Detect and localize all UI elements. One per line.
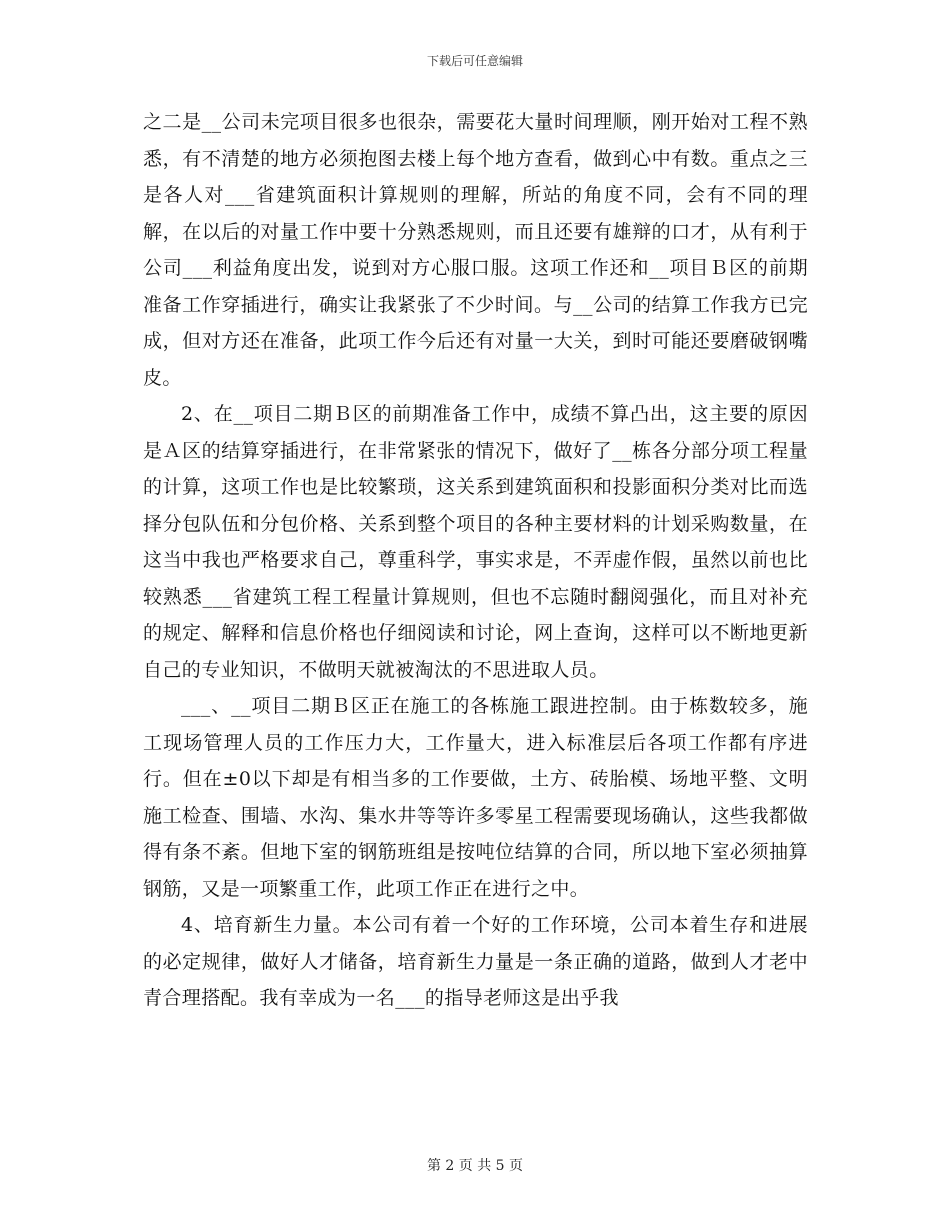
paragraph-continuation: 之二是__公司未完项目很多也很杂，需要花大量时间理顺，刚开始对工程不熟悉，有不清楚的地方必须抱图去楼上每个地方查看，做到心中有数。重点之三是各人对___省建筑面积计算规则的理解，所站的角度不同，会有不同的理解，在以后的对量工作中要十分熟悉规则，而且还要有雄辩的口才，从有利于公司___利益角度出发，说到对方心服口服。这项工作还和__项目Ｂ区的前期准备工作穿插进行，确实让我紧张了不少时间。与__公司的结算工作我方已完成，但对方还在准备，此项工作今后还有对量一大关，到时可能还要磨破钢嘴皮。 bbox=[143, 111, 808, 389]
paragraph-item-2: 2、在__项目二期Ｂ区的前期准备工作中，成绩不算凸出，这主要的原因是Ａ区的结算穿插进行，在非常紧张的情况下，做好了__栋各分部分项工程量的计算，这项工作也是比较繁琐，这关系到建筑面积和投影面积分类对比而选择分包队伍和分包价格、关系到整个项目的各种主要材料的计划采购数量，在这当中我也严格要求自己，尊重科学，事实求是，不弄虚作假，虽然以前也比较熟悉___省建筑工程工程量计算规则，但也不忘随时翻阅强化，而且对补充的规定、解释和信息价格也仔细阅读和讨论，网上查询，这样可以不断地更新自己的专业知识，不做明天就被淘汰的不思进取人员。 bbox=[143, 403, 808, 681]
paragraph-item-4: 4、培育新生力量。本公司有着一个好的工作环境，公司本着生存和进展的必定规律，做好人才储备，培育新生力量是一条正确的道路，做到人才老中青合理搭配。我有幸成为一名___的指导老师这是出乎我 bbox=[143, 914, 808, 1009]
page-header-note: 下载后可任意编辑 bbox=[426, 54, 523, 68]
page-number: 第 2 页 共 5 页 bbox=[426, 1158, 524, 1174]
paragraph-item-3: ___、__项目二期Ｂ区正在施工的各栋施工跟进控制。由于栋数较多，施工现场管理人员的工作压力大，工作量大，进入标准层后各项工作都有序进行。但在±0以下却是有相当多的工作要做，土方、砖胎模、场地平整、文明施工检查、围墙、水沟、集水井等等许多零星工程需要现场确认，这些我都做得有条不紊。但地下室的钢筋班组是按吨位结算的合同，所以地下室必须抽算钢筋，又是一项繁重工作，此项工作正在进行之中。 bbox=[143, 695, 808, 900]
document-body bbox=[143, 104, 808, 1017]
